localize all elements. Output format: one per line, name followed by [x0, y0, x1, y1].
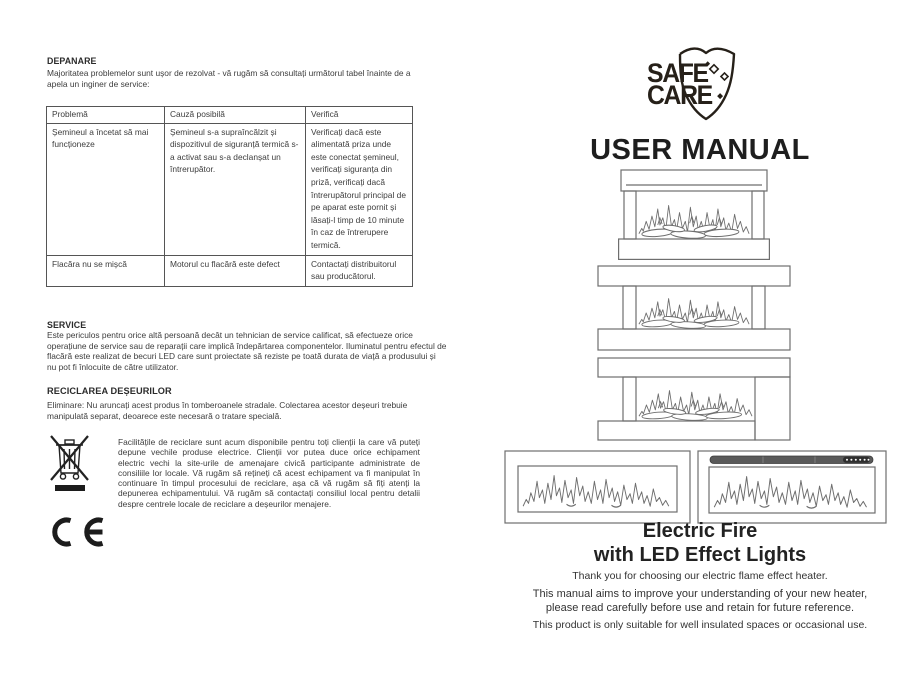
fireplace-illustration-3 [597, 357, 791, 441]
suitability-note: This product is only suitable for well insulated spaces or occasional use. [532, 619, 868, 631]
cell-problem: Șemineul a încetat să mai funcționeze [47, 123, 165, 255]
service-body: Este periculos pentru orice altă persoană decât un tehnician de service calificat, să efectueze orice operațiune de service sau de reparații care implică îndepărtarea componentelor. Iluminatul pentru efectul de flacără este realizat de becuri LED care sunt proiectate să reziste pe toată durata de viață a produsului și nu pot fi înlocuite de către utilizator. [47, 330, 447, 372]
weee-crossed-bin-icon [48, 431, 92, 495]
thanks-text: Thank you for choosing our electric flame effect heater. [572, 570, 828, 582]
product-title [480, 519, 920, 567]
table-header-problem: Problemă [47, 107, 165, 124]
fireplace-illustration-1 [618, 169, 770, 261]
wall-fireplace-illustration-2 [697, 450, 887, 524]
safecare-logo [645, 22, 755, 122]
cell-cause: Șemineul s-a supraîncălzit și dispozitivul de siguranță termică s-a activat sau s-a declanșat un întrerupător. [165, 123, 306, 255]
product-title-line-1: Electric Fire [642, 520, 758, 542]
logo-line-1: SAFE [647, 58, 708, 88]
cell-check: Contactați distribuitorul sau producătorul. [306, 255, 413, 286]
table-header-cause: Cauză posibilă [165, 107, 306, 124]
facilities-text: Facilitățile de reciclare sunt acum disponibile pentru toți clienții la care vă puteți depune vechile produse electrice. Clienții vor putea duce orice echipament electric vechi la site-urile de amenajare civică participante administrate de consiliile lor locale. Vă rugăm să rețineți că acest echipament va fi manipulat în continuare în timpul procesului de reciclare, așa că vă rugăm să fiți atenți la depunerea echipamentului. Vă rugăm să contactați consiliul local pentru detalii despre centrele locale de reciclare a deșeurilor menajere. [118, 437, 420, 509]
table-row [47, 123, 413, 255]
ce-mark-icon [46, 516, 108, 548]
manual-note [480, 587, 920, 615]
manual-note-line-1: This manual aims to improve your understanding of your new heater, [532, 588, 868, 600]
logo-line-2: CARE [647, 80, 712, 110]
service-heading: SERVICE [47, 320, 87, 330]
troubleshooting-intro: Majoritatea problemelor sunt ușor de rezolvat - vă rugăm să consultați următorul tabel înainte de a apela un inginer de service: [47, 68, 411, 89]
disposal-text: Eliminare: Nu aruncați acest produs în tomberoanele stradale. Colectarea acestor deșeuri trebuie manipulată separat, deoarece este necesară o tratare specială. [47, 400, 408, 421]
troubleshooting-heading: DEPANARE [47, 56, 97, 66]
cell-check: Verificați dacă este alimentată priza unde este conectat șemineul, verificați siguranța din priză, verificați dacă întrerupătorul principal de pe aparat este pornit și lăsați-l timp de 10 minute în caz de întrerupere termică. [306, 123, 413, 255]
cell-cause: Motorul cu flacără este defect [165, 255, 306, 286]
product-title-line-2: with LED Effect Lights [593, 544, 807, 566]
fireplace-illustration-2 [597, 265, 791, 351]
troubleshooting-table [46, 106, 413, 287]
table-header-check: Verifică [306, 107, 413, 124]
manual-note-line-2: please read carefully before use and retain for future reference. [545, 602, 855, 614]
cell-problem: Flacăra nu se mișcă [47, 255, 165, 286]
table-header-row [47, 107, 413, 124]
sparkle-icons [710, 65, 728, 80]
page-title: USER MANUAL [590, 134, 810, 166]
weee-bar [55, 485, 85, 491]
logo-wordmark [647, 58, 712, 110]
wall-fireplace-illustration-1 [504, 450, 691, 524]
recycling-heading: RECICLAREA DEȘEURILOR [47, 386, 172, 396]
table-row [47, 255, 413, 286]
control-bar-icon [710, 456, 873, 464]
